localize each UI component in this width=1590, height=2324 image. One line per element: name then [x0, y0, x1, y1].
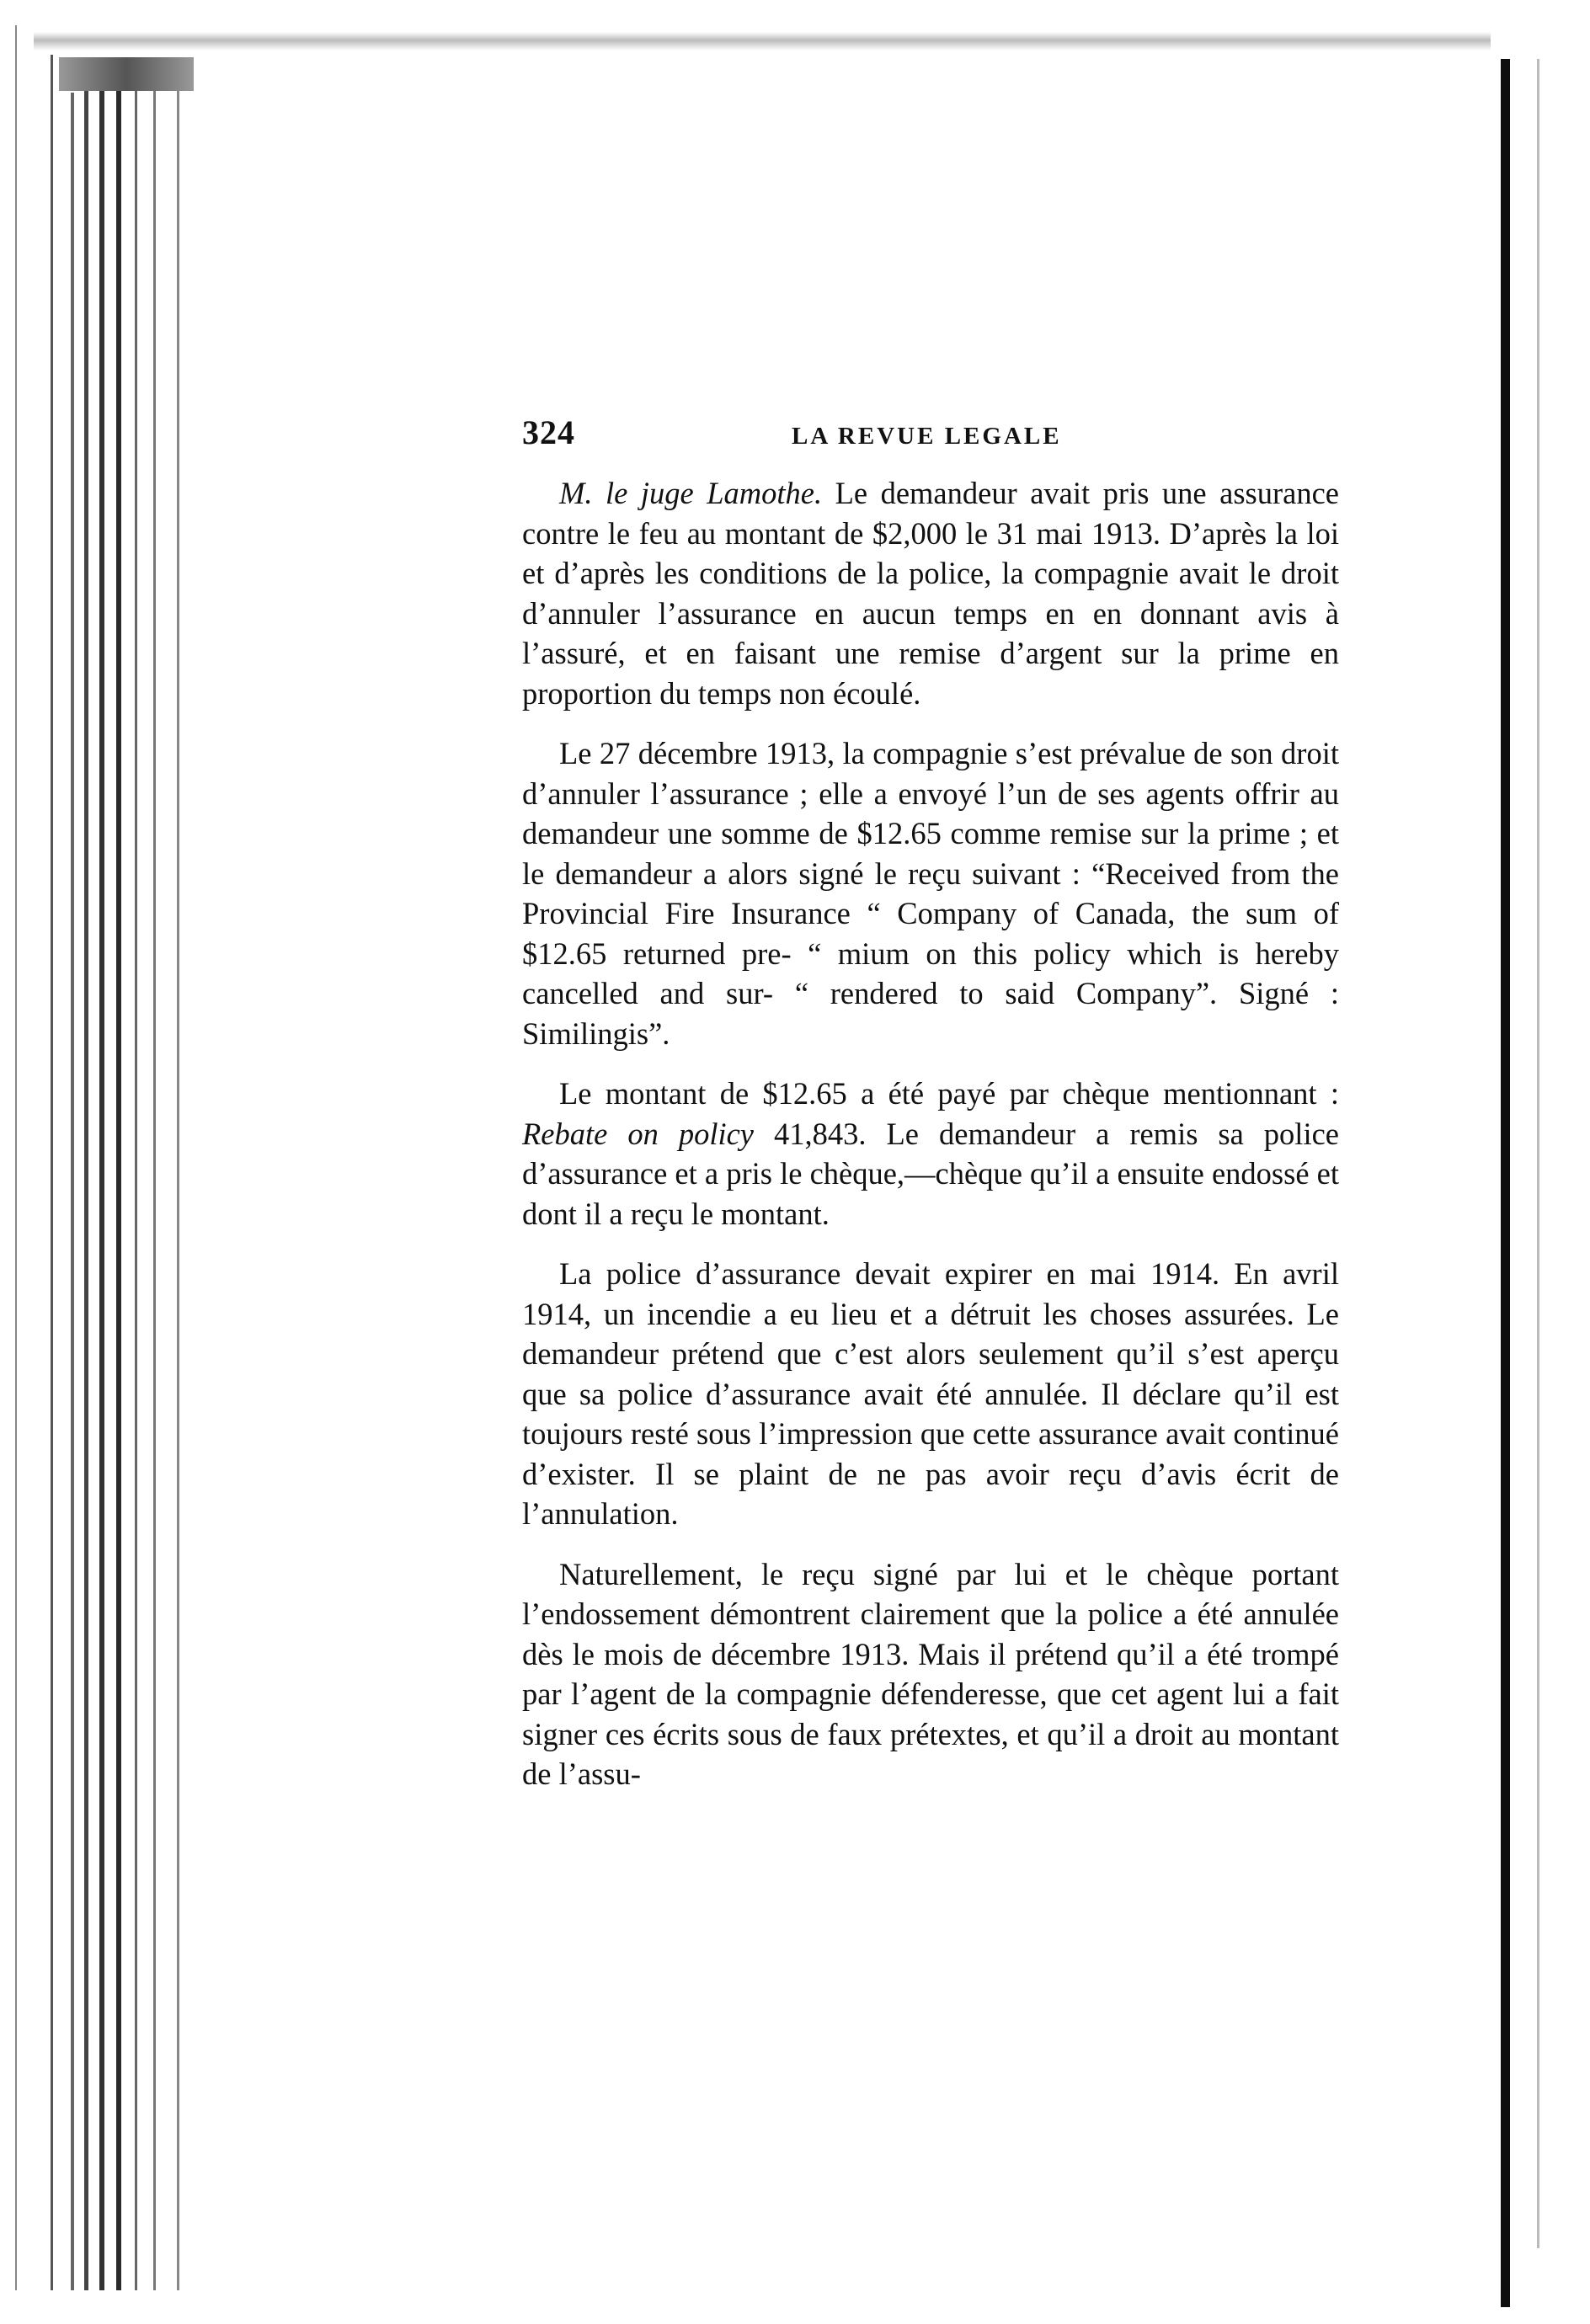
- paragraph-1: [522, 473, 1339, 713]
- page-edge: [51, 55, 53, 2290]
- paragraph-3: [522, 1074, 1339, 1234]
- paragraph-text: 41,843. Le demandeur a remis sa police d’assurance et a pris le chèque,—chèque qu’il a ensuite endossé et dont il a reçu le montant.: [522, 1116, 1339, 1231]
- binding-shadow: [59, 57, 194, 91]
- rebate-emphasis: Rebate on policy: [522, 1116, 755, 1151]
- page-edge: [135, 76, 137, 2290]
- paragraph-text: Le demandeur avait pris une assurance contre le feu au montant de $2,000 le 31 mai 1913. D’après la loi et d’après les conditions de la police, la compagnie avait le droit d’annuler l’assurance en aucun temps en en donnant avis à l’assuré, et en faisant une remise d’argent sur la prime en proportion du temps non écoulé.: [522, 476, 1339, 711]
- page-edge: [99, 80, 104, 2290]
- page-edge: [116, 74, 121, 2290]
- page-edge: [71, 93, 74, 2290]
- paragraph-text: Le 27 décembre 1913, la compagnie s’est prévalue de son droit d’annuler l’assurance ; elle a envoyé l’un de ses agents offrir au demandeur une somme de $12.65 comme remise sur la prime ; et le demandeur a alors signé le reçu suivant : “Received from the Provincial Fire Insurance “ Company of Canada, the sum of $12.65 returned pre- “ mium on this policy which is hereby cancelled and sur- “ rendered to said Company”. Signé : Similingis”.: [522, 736, 1339, 1051]
- page-edge: [177, 67, 179, 2290]
- paragraph-text: La police d’assurance devait expirer en mai 1914. En avril 1914, un incendie a eu lieu et a détruit les choses assurées. Le demandeur prétend que c’est alors seulement qu’il s’est aperçu que sa police d’assurance avait été annulée. Il déclare qu’il est toujours resté sous l’impression que cette assurance avait continué d’exister. Il se plaint de ne pas avoir reçu d’avis écrit de l’annulation.: [522, 1256, 1339, 1531]
- running-title: LA REVUE LEGALE: [792, 423, 1062, 450]
- paragraph-2: [522, 733, 1339, 1053]
- paragraph-text: Le montant de $12.65 a été payé par chèque mentionnant :: [559, 1076, 1339, 1111]
- paragraph-4: [522, 1254, 1339, 1534]
- right-page-gutter: [1501, 59, 1510, 2307]
- book-page: [522, 413, 1339, 1815]
- page-header: [522, 413, 1339, 460]
- paragraph-text: Naturellement, le reçu signé par lui et le chèque portant l’endossement démontrent clairement que la police a été annulée dès le mois de décembre 1913. Mais il prétend qu’il a été trompé par l’agent de la compagnie défenderesse, que cet agent lui a fait signer ces écrits sous de faux prétextes, et qu’il a droit au montant de l’assu-: [522, 1556, 1339, 1791]
- page-edge: [84, 84, 88, 2290]
- page-number: 324: [522, 413, 575, 451]
- page-stack-edges: [0, 0, 202, 2324]
- paragraph-5: [522, 1554, 1339, 1794]
- page-edge: [15, 25, 17, 2290]
- far-right-edge: [1537, 59, 1539, 2248]
- judge-name: M. le juge Lamothe.: [559, 476, 823, 510]
- top-page-edge: [34, 32, 1491, 51]
- page-edge: [153, 72, 156, 2290]
